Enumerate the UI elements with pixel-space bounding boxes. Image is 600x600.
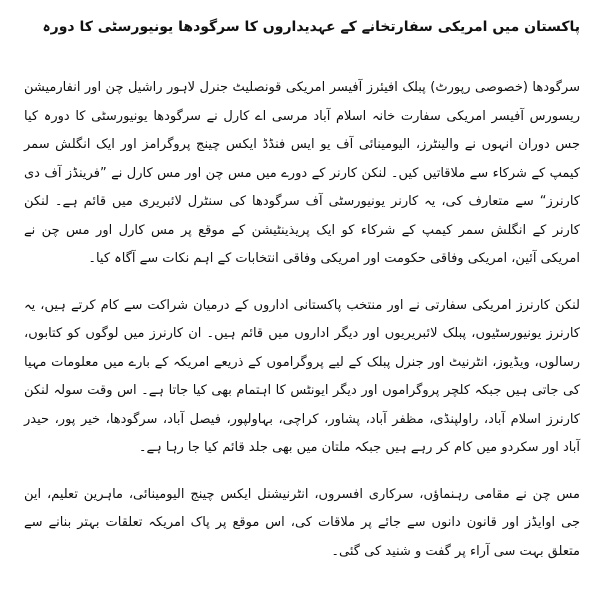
article-paragraph-2: لنکن کارنرز امریکی سفارتی نے اور منتخب پاکستانی اداروں کے درمیان شراکت سے کام کرتے ہیں، یہ کارنرز یونیورسٹیوں، پبلک لائبریریوں اور دیگر اداروں میں قائم ہیں۔ ان کارنرز میں لوگوں کو کتابوں، رسالوں، ویڈیوز، انٹرنیٹ اور جنرل پبلک کے لیے پروگراموں کے ذریعے امریکہ کے بارے میں معلومات مہیا کی جاتی ہیں جبکہ کلچر پروگراموں اور دیگر ایونٹس کا اہتمام بھی کیا جاتا ہے۔ اس وقت سولہ لنکن کارنرز اسلام آباد، راولپنڈی، مظفر آباد، پشاور، کراچی، بہاولپور، فیصل آباد، سرگودھا، خیر پور، حیدر آباد اور سکردو میں کام کر رہے ہیں جبکہ ملتان میں بھی جلد قائم کیا جا رہا ہے۔ <box>24 297 580 455</box>
article <box>24 14 580 590</box>
article-paragraph-3: مس چن نے مقامی رہنماؤں، سرکاری افسروں، انٹرنیشنل ایکس چینج الیومینائی، ماہرین تعلیم، این جی اوایڈز اور قانون دانوں سے جائے پر ملاقات کی، اس موقع پر پاک امریکہ تعلقات بہتر بنانے سے متعلق بہت سی آراء پر گفت و شنید کی گئی۔ <box>24 486 580 559</box>
article-title: پاکستان میں امریکی سفارتخانے کے عہدیداروں کا سرگودھا یونیورسٹی کا دورہ <box>42 19 580 35</box>
article-paragraph-1: سرگودھا (خصوصی رپورٹ) پبلک افیئرز آفیسر امریکی قونصلیٹ جنرل لاہور راشیل چن اور انفارمیشن ریسورس آفیسر امریکی سفارت خانہ اسلام آباد مرسی اے کارل نے سرگودھا یونیورسٹی کا دورہ کیا جس دوران انہوں نے والینٹرز، الیومینائی آف یو ایس فنڈڈ ایکس چینج پروگرامز اور ایک انگلش سمر کیمپ کے شرکاء سے ملاقاتیں کیں۔ لنکن کارنر کے دورے میں مس چن اور مس کارل نے ”فرینڈز آف دی کارنرز“ سے متعارف کی، یہ کارنر یونیورسٹی آف سرگودھا کی سنٹرل لائبریری میں قائم ہے۔ لنکن کارنر کے انگلش سمر کیمپ کے شرکاء کو ایک پریذینٹیشن کے موقع پر مس کارل اور مس چن نے امریکی آئین، امریکی وفاقی حکومت اور امریکی وفاقی انتخابات کے اہم نکات سے آگاہ کیا۔ <box>24 80 580 266</box>
